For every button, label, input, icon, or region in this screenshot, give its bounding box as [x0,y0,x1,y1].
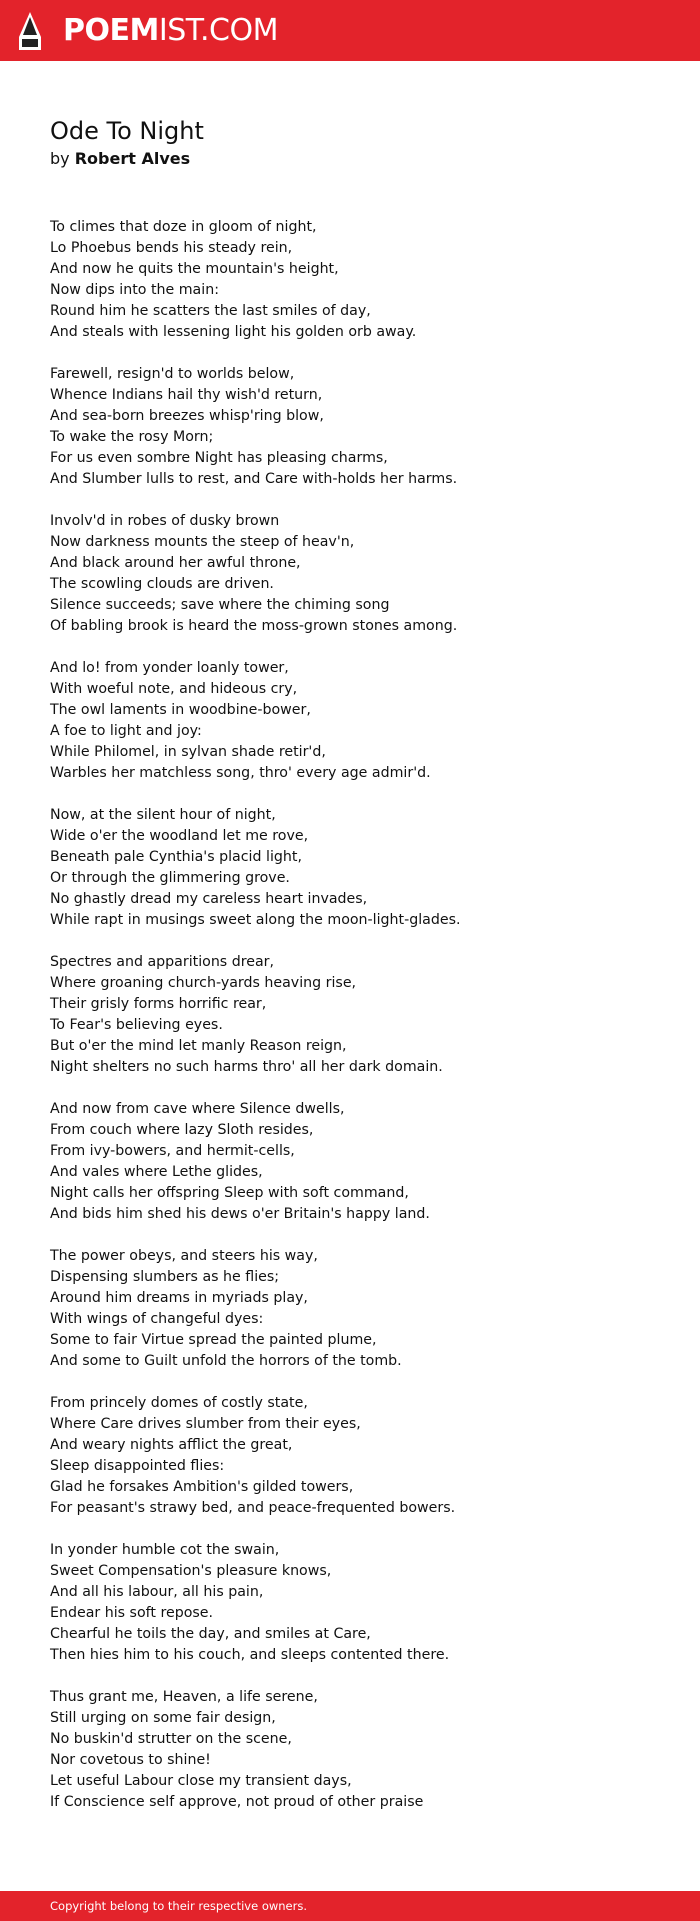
stanza [50,1540,670,1666]
poem-line: And now he quits the mountain's height, [50,261,339,277]
poem-body [50,217,670,1834]
poem-line: Involv'd in robes of dusky brown [50,513,280,529]
poem-line: Where groaning church-yards heaving rise, [50,975,357,991]
poem-line: And bids him shed his dews o'er Britain's happy land. [50,1206,430,1222]
poem-line: No ghastly dread my careless heart invades, [50,891,368,907]
poem-line: With woeful note, and hideous cry, [50,681,298,697]
poem-line: Still urging on some fair design, [50,1710,276,1726]
poem-line: Spectres and apparitions drear, [50,954,274,970]
poem-line: And all his labour, all his pain, [50,1584,264,1600]
poem-line: And some to Guilt unfold the horrors of the tomb. [50,1353,402,1369]
poem-line: To wake the rosy Morn; [50,429,214,445]
poem-line: Round him he scatters the last smiles of day, [50,303,371,319]
poem-line: Around him dreams in myriads play, [50,1290,308,1306]
poem-line: Chearful he toils the day, and smiles at Care, [50,1626,371,1642]
poem-line: Sweet Compensation's pleasure knows, [50,1563,332,1579]
stanza [50,805,670,931]
stanza [50,1246,670,1372]
poem-line: From princely domes of costly state, [50,1395,308,1411]
stanza [50,364,670,490]
poem-line: Glad he forsakes Ambition's gilded towers, [50,1479,354,1495]
pen-nib-icon [17,11,43,51]
poem-line: Some to fair Virtue spread the painted plume, [50,1332,377,1348]
poem-line: From couch where lazy Sloth resides, [50,1122,314,1138]
poem-line: Night calls her offspring Sleep with soft command, [50,1185,409,1201]
poem-byline [50,147,190,171]
poem-line: Whence Indians hail thy wish'd return, [50,387,323,403]
poem-line: Lo Phoebus bends his steady rein, [50,240,293,256]
stanza [50,511,670,637]
poem-line: Silence succeeds; save where the chiming song [50,597,390,613]
poem-line: From ivy-bowers, and hermit-cells, [50,1143,295,1159]
poem-line: Endear his soft repose. [50,1605,214,1621]
poem-line: And vales where Lethe glides, [50,1164,263,1180]
poem-line: Let useful Labour close my transient days, [50,1773,352,1789]
poem-line: The power obeys, and steers his way, [50,1248,318,1264]
poem-line: In yonder humble cot the swain, [50,1542,280,1558]
stanza [50,952,670,1078]
site-header [0,0,700,61]
poem-line: Then hies him to his couch, and sleeps contented there. [50,1647,450,1663]
poem-line: Sleep disappointed flies: [50,1458,225,1474]
site-name: POEMIST.COM [63,13,278,48]
poem-line: Nor covetous to shine! [50,1752,211,1768]
poem-line: Where Care drives slumber from their eyes, [50,1416,361,1432]
poem-line: To climes that doze in gloom of night, [50,219,317,235]
poem-line: And weary nights afflict the great, [50,1437,293,1453]
poem-title: Ode To Night [50,117,204,145]
poem-line: Thus grant me, Heaven, a life serene, [50,1689,318,1705]
poem-line: The owl laments in woodbine-bower, [50,702,311,718]
poem-line: Warbles her matchless song, thro' every age admir'd. [50,765,431,781]
poem-line: Their grisly forms horrific rear, [50,996,267,1012]
poem-line: Farewell, resign'd to worlds below, [50,366,295,382]
poem-line: Now, at the silent hour of night, [50,807,276,823]
poem-line: And now from cave where Silence dwells, [50,1101,345,1117]
poem-line: And sea-born breezes whisp'ring blow, [50,408,324,424]
poem-line: Wide o'er the woodland let me rove, [50,828,309,844]
site-footer [0,1891,700,1921]
poem-line: And lo! from yonder loanly tower, [50,660,289,676]
poem-line: And steals with lessening light his golden orb away. [50,324,417,340]
poem-line: Now dips into the main: [50,282,219,298]
poem-line: And black around her awful throne, [50,555,301,571]
poem-line: Night shelters no such harms thro' all her dark domain. [50,1059,443,1075]
stanza [50,1099,670,1225]
poem-line: For peasant's strawy bed, and peace-frequented bowers. [50,1500,456,1516]
poem-line: For us even sombre Night has pleasing charms, [50,450,388,466]
by-label: by [50,149,70,168]
poem-line: Beneath pale Cynthia's placid light, [50,849,302,865]
poem-line: While Philomel, in sylvan shade retir'd, [50,744,326,760]
poem-line: Or through the glimmering grove. [50,870,290,886]
poem-line: A foe to light and joy: [50,723,202,739]
poem-line: No buskin'd strutter on the scene, [50,1731,292,1747]
author-name: Robert Alves [74,149,191,168]
poem-line: While rapt in musings sweet along the moon-light-glades. [50,912,461,928]
stanza [50,1687,670,1813]
poem-line: With wings of changeful dyes: [50,1311,264,1327]
poem-line: But o'er the mind let manly Reason reign, [50,1038,347,1054]
poem-line: If Conscience self approve, not proud of other praise [50,1794,424,1810]
poem-line: Dispensing slumbers as he flies; [50,1269,280,1285]
poem-line: And Slumber lulls to rest, and Care with-holds her harms. [50,471,458,487]
poem-line: The scowling clouds are driven. [50,576,274,592]
copyright-notice: Copyright belong to their respective owners. [50,1899,308,1913]
site-logo[interactable] [17,11,278,51]
poem-line: Now darkness mounts the steep of heav'n, [50,534,355,550]
stanza [50,217,670,343]
stanza [50,658,670,784]
poem-line: To Fear's believing eyes. [50,1017,223,1033]
stanza [50,1393,670,1519]
poem-line: Of babling brook is heard the moss-grown stones among. [50,618,458,634]
